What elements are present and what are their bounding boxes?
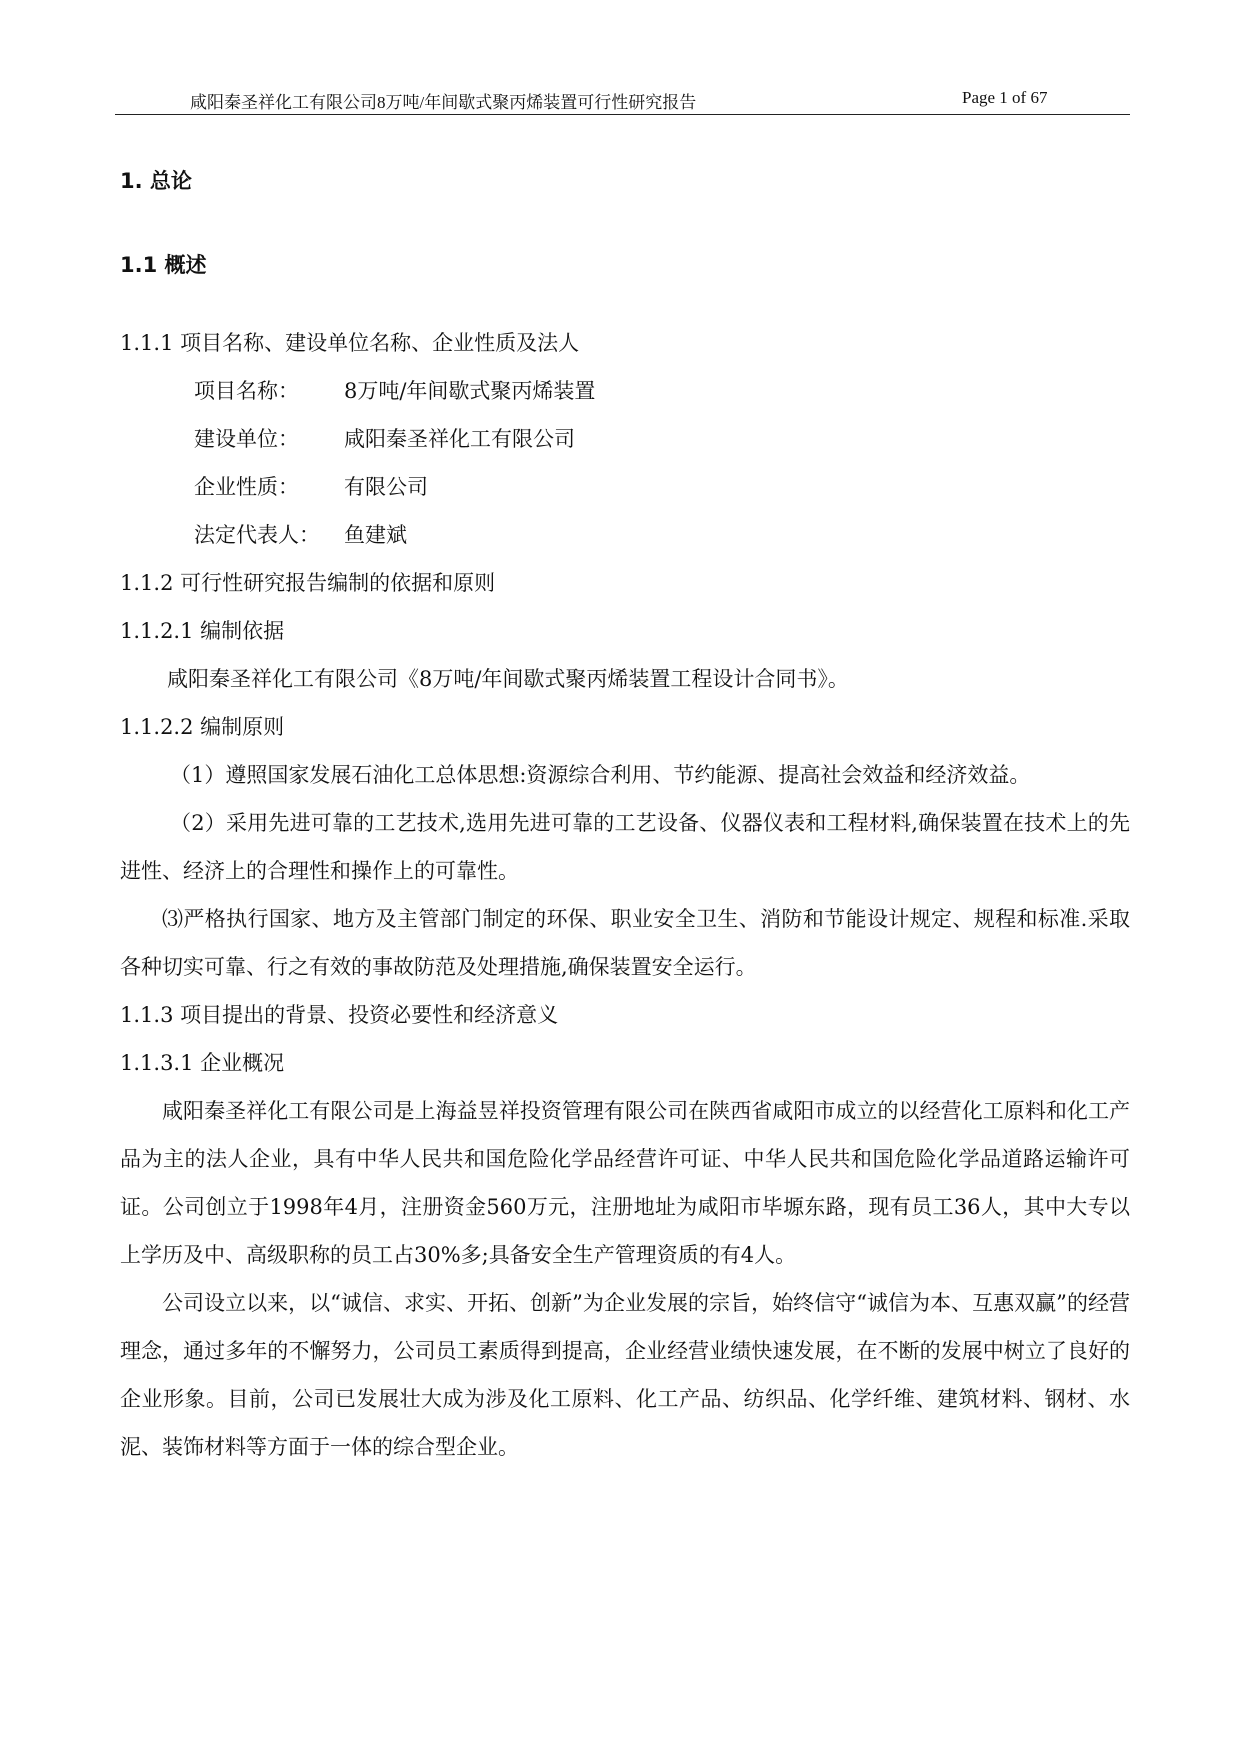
info-row	[120, 367, 1130, 415]
principle-paragraph: （1）遵照国家发展石油化工总体思想:资源综合利用、节约能源、提高社会效益和经济效益。	[170, 763, 1031, 787]
section-1-1-3-1: 1.1.3.1 企业概况	[120, 1051, 285, 1075]
header-title: 咸阳秦圣祥化工有限公司8万吨/年间歇式聚丙烯装置可行性研究报告	[190, 93, 697, 112]
basis-paragraph: 咸阳秦圣祥化工有限公司《8万吨/年间歇式聚丙烯装置工程设计合同书》。	[167, 667, 849, 691]
info-value: 鱼建斌	[344, 523, 407, 547]
section-1-1-2: 1.1.2 可行性研究报告编制的依据和原则	[120, 571, 496, 595]
section-1-1-3: 1.1.3 项目提出的背景、投资必要性和经济意义	[120, 1003, 559, 1027]
overview-paragraph: 咸阳秦圣祥化工有限公司是上海益昱祥投资管理有限公司在陕西省咸阳市成立的以经营化工原料和化工产品为主的法人企业，具有中华人民共和国危险化学品经营许可证、中华人民共和国危险化学品道路运输许可证。公司创立于1998年4月，注册资金560万元，注册地址为咸阳市毕塬东路，现有员工36人，其中大专以上学历及中、高级职称的员工占30%多;具备安全生产管理资质的有4人。	[120, 1099, 1130, 1267]
principle-paragraph: （2）采用先进可靠的工艺技术,选用先进可靠的工艺设备、仪器仪表和工程材料,确保装置在技术上的先进性、经济上的合理性和操作上的可靠性。	[120, 811, 1130, 883]
info-row	[120, 463, 1130, 511]
info-key: 建设单位：	[194, 427, 299, 451]
info-value: 咸阳秦圣祥化工有限公司	[344, 427, 575, 451]
overview-paragraph: 公司设立以来，以“诚信、求实、开拓、创新”为企业发展的宗旨，始终信守“诚信为本、互惠双赢”的经营理念，通过多年的不懈努力，公司员工素质得到提高，企业经营业绩快速发展，在不断的发展中树立了良好的企业形象。目前，公司已发展壮大成为涉及化工原料、化工产品、纺织品、化学纤维、建筑材料、钢材、水泥、装饰材料等方面于一体的综合型企业。	[120, 1291, 1130, 1459]
info-row	[120, 415, 1130, 463]
heading-1: 1. 总论	[120, 169, 192, 193]
info-key: 企业性质：	[194, 475, 299, 499]
section-1-1-2-2: 1.1.2.2 编制原则	[120, 715, 285, 739]
principle-paragraph: ⑶严格执行国家、地方及主管部门制定的环保、职业安全卫生、消防和节能设计规定、规程和标准.采取各种切实可靠、行之有效的事故防范及处理措施,确保装置安全运行。	[120, 907, 1130, 979]
section-1-1-2-1: 1.1.2.1 编制依据	[120, 619, 285, 643]
info-row	[120, 511, 1130, 559]
info-key: 法定代表人：	[194, 523, 320, 547]
page-header	[115, 86, 1130, 115]
info-key: 项目名称：	[194, 379, 299, 403]
info-value: 8万吨/年间歇式聚丙烯装置	[344, 379, 596, 403]
header-page-number: Page 1 of 67	[962, 88, 1048, 107]
document-body	[120, 160, 1130, 1471]
info-value: 有限公司	[344, 475, 428, 499]
heading-1-1: 1.1 概述	[120, 253, 207, 277]
section-1-1-1: 1.1.1 项目名称、建设单位名称、企业性质及法人	[120, 331, 580, 355]
